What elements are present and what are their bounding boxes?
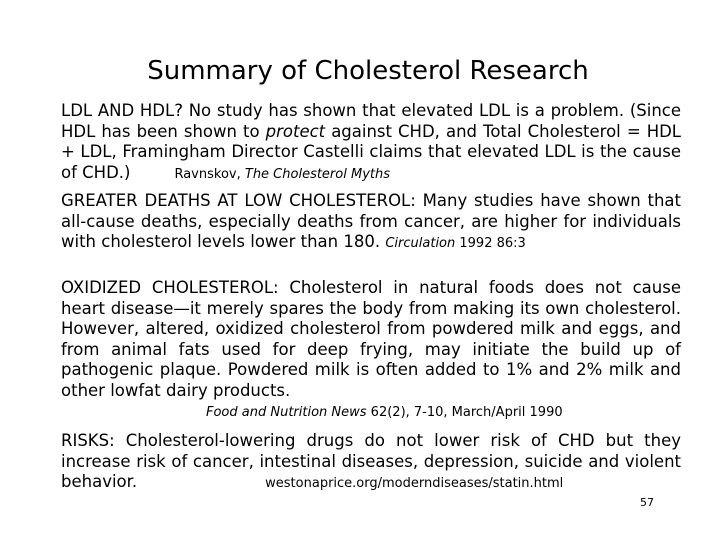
paragraph-oxidized-cholesterol — [61, 278, 681, 423]
emphasis-text: protect — [265, 121, 326, 141]
paragraph-low-cholesterol-deaths — [61, 191, 681, 255]
paragraph-text: against CHD, and Total Cholesterol = HDL + LDL, Framingham Director Castelli claims that elevated LDL is the cause of CHD.) — [61, 121, 681, 182]
paragraph-text: GREATER DEATHS AT LOW CHOLESTEROL: Many studies have shown that all-cause deaths, especially deaths from cancer, are higher for individuals with cholesterol levels lower than 180. — [61, 191, 681, 252]
citation — [61, 403, 681, 424]
citation-journal: Circulation — [385, 236, 456, 252]
slide-title: Summary of Cholesterol Research — [147, 56, 589, 86]
citation-reference: 62(2), 7-10, March/April 1990 — [366, 404, 563, 420]
citation — [174, 167, 390, 182]
page-number: 57 — [640, 496, 654, 509]
citation-reference: 1992 86:3 — [455, 236, 526, 252]
paragraph-text: OXIDIZED CHOLESTEROL: Cholesterol in natural foods does not cause heart disease—it merely spares the body from making its own cholesterol. However, altered, oxidized cholesterol from powdered milk and eggs, and from animal fats used for deep frying, may initiate the build up of pathogenic plaque. Powdered milk is often added to 1% and 2% milk and other lowfat dairy products. — [61, 278, 681, 400]
citation-url: westonaprice.org/moderndiseases/statin.html — [265, 476, 564, 492]
paragraph-ldl-hdl — [61, 101, 681, 185]
paragraph-text: LDL AND HDL? No study has shown that elevated LDL is a problem. (Since HDL has been shown to — [61, 101, 681, 141]
paragraph-risks — [61, 431, 681, 495]
citation-title: The Cholesterol Myths — [244, 166, 390, 182]
citation-author: Ravnskov, — [174, 166, 245, 182]
citation — [385, 236, 525, 251]
paragraph-text: RISKS: Cholesterol-lowering drugs do not lower risk of CHD but they increase risk of cancer, intestinal diseases, depression, suicide and violent behavior. — [61, 431, 681, 492]
citation-journal: Food and Nutrition News — [206, 404, 367, 420]
